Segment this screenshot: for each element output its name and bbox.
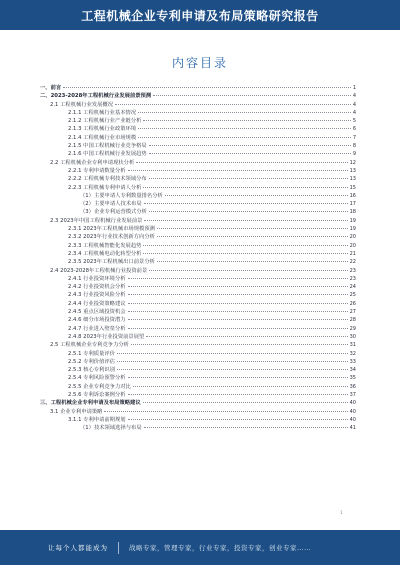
toc-leader-dots [128,300,348,304]
toc-leader-dots [128,291,348,295]
toc-entry-label: 2.3.1 2023年工程机械市场规模预测 [68,226,155,233]
toc-entry-page: 19 [349,217,356,224]
toc-leader-dots [144,217,347,221]
toc-entry-label: 2.5 工程机械企业专利竞争力分析 [50,342,129,349]
toc-entry[interactable] [40,291,356,299]
toc-entry[interactable] [40,316,356,324]
toc-leader-dots [157,233,348,237]
toc-entry[interactable] [40,159,356,167]
toc-entry[interactable] [40,283,356,291]
toc-leader-dots [138,134,351,138]
toc-entry[interactable] [40,366,356,374]
toc-entry-label: （3）企业专利运营模式分析 [80,209,147,216]
toc-entry-page: 15 [349,184,356,191]
report-title: 工程机械企业专利申请及布局策略研究报告 [81,8,319,23]
toc-entry[interactable] [40,134,356,142]
toc-entry-label: 2.4.1 行业投资环境分析 [68,275,126,282]
toc-entry-label: 二、2023-2028年工程机械行业发展前景预测 [40,93,152,100]
toc-entry[interactable] [40,399,356,407]
toc-entry-page: 34 [349,367,356,374]
toc-entry-page: 25 [349,292,356,299]
toc-entry-page: 21 [349,250,356,257]
toc-entry-page: 40 [349,400,356,407]
toc-entry-label: 2.5.5 企业专利竞争力对比 [68,383,131,390]
toc-leader-dots [144,424,348,428]
toc-entry-page: 40 [349,408,356,415]
toc-entry-label: 2.2.3 工程机械专利申请人分析 [68,184,142,191]
toc-leader-dots [117,350,348,354]
toc-leader-dots [128,416,348,420]
toc-entry-page: 7 [352,134,356,141]
toc-entry[interactable] [40,350,356,358]
toc-leader-dots [136,159,347,163]
toc-entry-label: 2.4.7 行业进入壁垒分析 [68,325,126,332]
toc-leader-dots [165,192,348,196]
toc-leader-dots [157,258,348,262]
toc-leader-dots [157,225,348,229]
toc-entry-page: 13 [349,167,356,174]
toc-entry-page: 16 [349,192,356,199]
toc-entry-page: 22 [349,259,356,266]
footer-brand: 让每个人都能成为 [48,544,108,552]
toc-leader-dots [104,408,347,412]
toc-entry[interactable] [40,109,356,117]
toc-entry-label: 三、工程机械企业专利申请及布局策略建议 [40,400,141,407]
toc-entry-label: 2.2 工程机械企业专利申请现状分析 [50,159,135,166]
toc-entry[interactable] [40,233,356,241]
toc-entry[interactable] [40,242,356,250]
toc-entry[interactable] [40,325,356,333]
toc-leader-dots [63,84,351,88]
toc-entry[interactable] [40,391,356,399]
toc-entry[interactable] [40,175,356,183]
toc-entry-page: 13 [349,176,356,183]
toc-entry-label: 2.4.5 重点区域投资机会 [68,309,126,316]
toc-entry-label: 2.4.6 细分市场投资潜力 [68,317,126,324]
toc-entry-page: 36 [349,383,356,390]
toc-entry-page: 23 [349,275,356,282]
toc-entry-label: 2.1.3 工程机械行业政策环境 [68,126,137,133]
toc-entry-page: 28 [349,317,356,324]
toc-leader-dots [128,374,348,378]
toc-entry-label: （2）主要申请人技术布局 [80,201,142,208]
toc-entry-label: 2.1.4 工程机械行业市场规模 [68,134,137,141]
toc-entry-label: 2.1.6 中国工程机械行业发展趋势 [68,151,147,158]
toc-leader-dots [144,200,348,204]
toc-entry-label: 2.4.3 行业投资风险分析 [68,292,126,299]
toc-entry-label: 2.5.2 专利价值评估 [68,358,115,365]
toc-leader-dots [143,117,350,121]
toc-entry-page: 27 [349,309,356,316]
toc-entry[interactable] [40,150,356,158]
toc-entry-label: 2.4.8 2023年行业投资前景展望 [68,333,145,340]
toc-entry[interactable] [40,308,356,316]
toc-entry[interactable] [40,416,356,424]
page-number: 1 [340,510,343,515]
toc-leader-dots [146,333,347,337]
toc-entry[interactable] [40,300,356,308]
toc-entry[interactable] [40,258,356,266]
toc-entry[interactable] [40,341,356,349]
toc-entry-label: 2.3 2023年中国工程机械行业发展前景 [50,217,143,224]
toc-leader-dots [149,208,348,212]
toc-entry-page: 4 [352,101,356,108]
toc-entry-label: 3.1 企业专利申请策略 [50,408,103,415]
toc-entry[interactable] [40,374,356,382]
toc-entry-label: 2.5.4 专利风险预警分析 [68,375,126,382]
toc-entry-label: 2.1.5 中国工程机械行业竞争格局 [68,143,147,150]
toc-entry-label: （1）主要申请人专利数量排名分析 [80,192,163,199]
report-footer [0,530,400,565]
toc-entry-page: 41 [349,425,356,432]
toc-entry-page: 29 [349,325,356,332]
toc-leader-dots [143,250,347,254]
toc-leader-dots [138,125,351,129]
toc-entry-label: 2.5.3 核心专利识别 [68,367,115,374]
footer-divider [118,542,119,554]
toc-entry-page: 32 [349,350,356,357]
toc-entry-page: 4 [352,109,356,116]
toc-leader-dots [128,283,348,287]
toc-entry-page: 40 [349,416,356,423]
toc-entry[interactable] [40,267,356,275]
toc-entry[interactable] [40,225,356,233]
toc-leader-dots [115,101,351,105]
toc-leader-dots [149,150,351,154]
toc-entry[interactable] [40,408,356,416]
toc-entry-page: 37 [349,391,356,398]
toc-entry-page: 23 [349,267,356,274]
toc-entry-page: 31 [349,342,356,349]
toc-entry-page: 5 [352,118,356,125]
toc-entry-page: 33 [349,358,356,365]
toc-leader-dots [149,175,348,179]
toc-entry-label: 2.4.4 行业投资策略建议 [68,300,126,307]
toc-leader-dots [128,391,348,395]
toc-entry-page: 1 [352,85,356,91]
toc-entry[interactable] [40,250,356,258]
toc-leader-dots [128,167,348,171]
toc-entry-label: 2.5.6 专利诉讼案例分析 [68,391,126,398]
toc-entry-page: 17 [349,201,356,208]
toc-entry-page: 12 [349,159,356,166]
toc-leader-dots [138,109,351,113]
toc-entry-page: 6 [352,126,356,133]
toc-entry-page: 20 [349,242,356,249]
toc-leader-dots [128,275,348,279]
toc-entry[interactable] [40,217,356,225]
toc-entry-label: 2.3.5 2023年工程机械出口前景分析 [68,259,155,266]
toc-leader-dots [117,358,348,362]
toc-entry-page: 35 [349,375,356,382]
toc-entry[interactable] [40,167,356,175]
toc-entry-page: 20 [349,234,356,241]
toc-entry-page: 8 [352,143,356,150]
toc-entry-label: 2.3.4 工程机械电动化转型分析 [68,250,142,257]
toc-entry-label: （1）技术领域选择与布局 [80,425,142,432]
toc-entry[interactable] [40,125,356,133]
toc-entry[interactable] [40,424,356,432]
footer-tagline: 战略专家，管理专家，行业专家，投资专家，创业专家…… [129,544,311,552]
toc-leader-dots [131,341,348,345]
toc-leader-dots [149,267,347,271]
toc-entry[interactable] [40,358,356,366]
toc-entry-page: 26 [349,300,356,307]
toc-entry[interactable] [40,92,356,100]
toc-entry[interactable] [40,192,356,200]
toc-entry-label: 2.4.2 行业投资机会分析 [68,284,126,291]
table-of-contents [40,84,356,432]
toc-entry-label: 2.1.1 工程机械行业基本情况 [68,109,137,116]
toc-entry[interactable] [40,184,356,192]
toc-entry-page: 30 [349,333,356,340]
toc-entry[interactable] [40,208,356,216]
toc-leader-dots [133,383,348,387]
toc-leader-dots [143,242,347,246]
toc-entry[interactable] [40,84,356,92]
toc-entry-label: 2.3.3 工程机械智能化发展趋势 [68,242,142,249]
toc-entry-page: 18 [349,209,356,216]
toc-leader-dots [149,142,351,146]
toc-entry[interactable] [40,142,356,150]
toc-leader-dots [143,399,348,403]
toc-entry-page: 4 [352,93,356,100]
toc-leader-dots [128,308,348,312]
toc-leader-dots [143,184,347,188]
toc-entry[interactable] [40,333,356,341]
toc-entry-label: 2.1.2 工程机械行业产业链分析 [68,118,142,125]
toc-entry-page: 24 [349,284,356,291]
toc-leader-dots [128,316,348,320]
toc-entry-label: 2.5.1 专利质量评价 [68,350,115,357]
toc-entry-label: 2.4 2023-2028年工程机械行业投资前景 [50,267,148,274]
toc-entry-label: 2.1 工程机械行业发展概况 [50,101,114,108]
toc-entry[interactable] [40,200,356,208]
toc-entry-label: 2.2.1 专利申请数量分析 [68,167,126,174]
toc-entry[interactable] [40,117,356,125]
toc-entry-label: 3.1.1 专利申请前期规划 [68,416,126,423]
toc-entry-label: 2.3.2 2023年行业技术创新方向分析 [68,234,155,241]
toc-entry[interactable] [40,101,356,109]
toc-entry-label: 2.2.2 工程机械专利技术领域分布 [68,176,147,183]
report-header [0,0,400,30]
toc-entry[interactable] [40,383,356,391]
toc-entry[interactable] [40,275,356,283]
toc-leader-dots [117,366,348,370]
toc-leader-dots [153,92,351,96]
toc-entry-page: 9 [352,151,356,158]
toc-entry-page: 19 [349,226,356,233]
toc-entry-label: 一、前言 [40,85,62,91]
toc-leader-dots [128,325,348,329]
toc-title: 内容目录 [171,56,228,70]
